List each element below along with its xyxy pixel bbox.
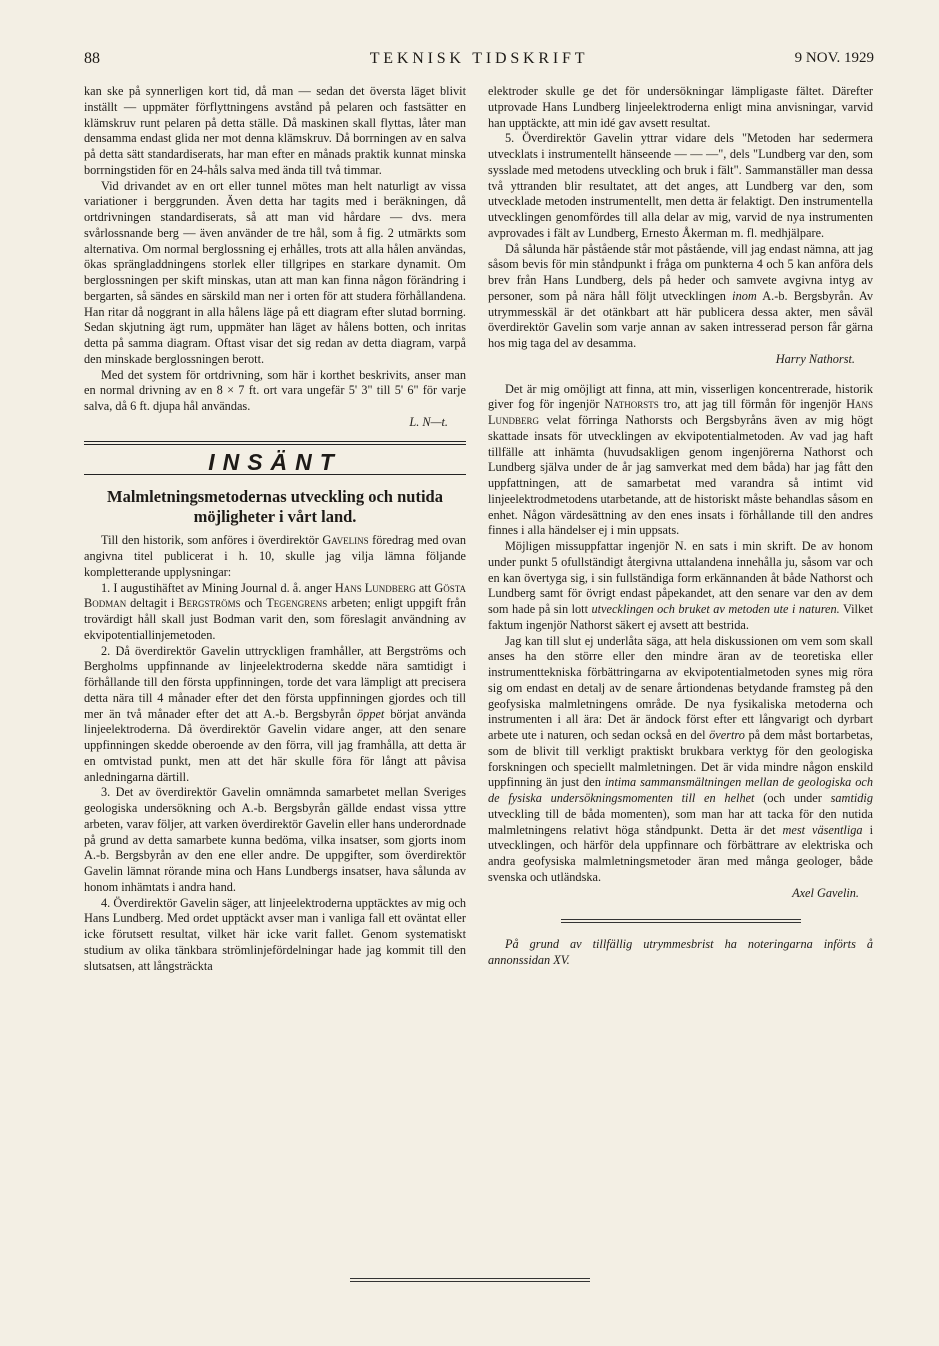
journal-title: TEKNISK TIDSKRIFT — [369, 50, 589, 67]
paragraph: Det är mig omöjligt att finna, att min, visserligen koncentrerade, historik giver fog för ingenjör Nathorsts tro, att jag till förmån för ingenjör Hans Lundberg velat förringa Nathorsts och Bergsbyråns även av mig högt skattade insats för utvecklingen av ekvipotentialmetoden. Av vad jag haft tillfälle att inhämta (huvudsakligen genom ingenjörerna Nathorst och Lundberg själva under de år jag samverkat med dem båda) har jag fått den uppfattningen, att de samarbetat med varandra så intimt vid linjeelektrodmetodens utarbetande, att de historiskt måste behandlas såsom en enhet. Någon värdesättning av den enes insats i förhållande till den andres finnes i alla händelser ej i min uppsats. — [488, 381, 873, 538]
paragraph: kan ske på synnerligen kort tid, då man — sedan det översta läget blivit inställt — uppmäter förflyttningens avstånd på pelaren och fastsätter en klämskruv runt pelaren på detta ställe. Då maskinen skall flyttas, låter man densamma endast glida ner mot denna klämskruv. Då borrningen av en salva på detta sätt standardiserats, har man efter en månads praktik kunnat minska borrningstiden för en 24-håls salva med ända till två timmar. — [84, 84, 466, 177]
divider — [561, 919, 801, 923]
author-signature: L. N—t. — [409, 414, 448, 429]
page-number: 88 — [84, 50, 100, 67]
paragraph: elektroder skulle ge det för undersökningar lämpligaste fältet. Därefter utprovade Hans Lundberg linjeelektroderna enligt mina anvisningar, varvid han upptäckte, att min idé gav avsett resultat. — [488, 84, 873, 130]
right-column — [488, 84, 873, 969]
editorial-note: På grund av tillfällig utrymmesbrist ha noteringarna införts å annonssidan XV. — [488, 937, 873, 967]
paragraph: Vid drivandet av en ort eller tunnel mötes man helt naturligt av vissa variationer i berggrunden. Även detta har tagits med i beräkningen, då ortdrivningen standardiserats, så att man vid hårdare — dvs. mera svårlossnande berg — även använder de tre hål, som å fig. 2 utmärkts som alternativa. Om normal berglossning ej erhålles, trots att alla hålen användas, ökas sprängladdningens storlek eller tillgripes en starkare dynamit. Om berglossningen per skift minskas, utan att man kan finna någon förändring i bergarten, så sändes en särskild man ner i orten för att studera förhållandena. Han ritar då noggrant in alla hålens läge på ett diagram efter slutad borrning. Sedan skjutning ägt rum, uppmäter han läget av hålens botten, och inritas detta på samma diagram. Oftast visar det sig redan av detta diagram, varpå den minskade berglossningen berott. — [84, 178, 466, 366]
author-signature: Harry Nathorst. — [775, 351, 855, 366]
paragraph: Med det system för ortdrivning, som här i korthet beskrivits, anser man en normal drivning av en 8 × 7 ft. ort vara ungefär 5' 3" till 5' 6" för varje salva, då 6 ft. djupa hål användas. — [84, 367, 466, 413]
author-signature: Axel Gavelin. — [792, 885, 859, 900]
spacer — [488, 368, 873, 382]
left-column — [84, 84, 466, 974]
page-header — [84, 50, 874, 72]
article-title: Malmletningsmetodernas utveckling och nutida möjligheter i vårt land. — [107, 487, 443, 527]
footer-divider — [350, 1278, 590, 1282]
paragraph: Till den historik, som anföres i överdirektör Gavelins föredrag med ovan angivna titel publicerat i h. 10, skulle jag vilja lämna följande kompletterande upplysningar: — [84, 533, 466, 579]
paragraph: 1. I augustihäftet av Mining Journal d. å. anger Hans Lundberg att Gösta Bodman deltagit i Bergströms och Tegengrens arbeten; enligt uppgift från trovärdigt håll skall just Bodman varit den, som föreslagit användning av ekvipotentiallinjemetoden. — [84, 580, 466, 642]
double-divider — [84, 441, 466, 445]
paragraph: Jag kan till slut ej underlåta säga, att hela diskussionen om vem som skall anses ha den större eller den mindre äran av de teoretiska eller instrumenttekniska förbättringarna av ekvipotentialmetoden synes mig röra sig om endast en detalj av de senare årtiondenas betydande framsteg på den geofysiska malmletningens område. De nya fysikaliska metoderna och instrumenten i all ära: Det är ändock först efter ett långvarigt och dyrbart arbete ute i naturen, och sedan också en del övertro på dem måst bortarbetas, som de blivit till verkligt praktiskt brukbara verktyg för den geologiska forskningen och speciellt malmletningen. Det är vida mindre någon enskild uppfinning än just den intima sammansmältningen mellan de geologiska och de fysiska undersökningsmomenten till en helhet (och under samtidig utveckling till de båda momenten), som man har att tacka för den nutida malmletningens relativt höga ståndpunkt. Detta är det mest väsentliga i utvecklingen, och härför dela uppfinnare och förbättrare av elektriska och andra geofysiska malmletningsmetoder äran med många geologer, både svenska och utländska. — [488, 633, 873, 884]
paragraph: 3. Det av överdirektör Gavelin omnämnda samarbetet mellan Sveriges geologiska undersökning och A.-b. Bergsbyrån gällde endast vissa yttre arbeten, varav följer, att varken överdirektör Gavelin eller hans underordnade på grund av detta samarbete kunna bedöma, vilka insatser, som gjorts inom A.-b. Bergsbyrån av den ene eller andre. De uppgifter, som överdirektör Gavelin lämnat rörande mina och Hans Lundbergs insatser, hava sålunda av honom inhämtats i andra hand. — [84, 785, 466, 894]
paragraph: Möjligen missuppfattar ingenjör N. en sats i min skrift. De av honom under punkt 5 ofullständigt återgivna uttalandena innehålla ju, såsom var och en kan övertyga sig, i sin fullständiga form erkännanden åt både Nathorst och Lundberg samt för övrigt endast påpekandet, att den senare var den av dem som hade på sin lott utvecklingen och bruket av metoden ute i naturen. Vilket faktum ingenjör Nathorst säkert ej avsett att bestrida. — [488, 539, 873, 632]
paragraph: 2. Då överdirektör Gavelin uttryckligen framhåller, att Bergströms och Bergholms uppfinnande av linjeelektroderna skedde nära samtidigt i förhållande till den första uppfinningen, torde det vara lämpligt att precisera detta nära till 4 månader efter det den första uppfinningen gjordes och till mer än två månader efter det att A.-b. Bergsbyrån öppet börjat använda linjeelektroderna. Då överdirektör Gavelin vidare anger, att den senare uppfinningen skedde oberoende av den förra, vill jag framhålla, att detta är en omtvistad punkt, men att det här skulle föra för långt att påvisa anledningarna därtill. — [84, 643, 467, 784]
paragraph: Då sålunda här påstående står mot påstående, vill jag endast nämna, att jag såsom bevis för min ståndpunkt i fråga om punkterna 4 och 5 kan anföra dels brev från Hans Lundberg, dels på heder och samvete avgivna intyg av personer, som på nära håll följt utvecklingen inom A.-b. Bergsbyrån. Av utrymmesskäl är det otänkbart att här publicera dessa akter, men såväl överdirektör Gavelin som varje annan av saken intresserad person får gärna hos mig taga del av desamma. — [488, 241, 873, 350]
paragraph: 5. Överdirektör Gavelin yttrar vidare dels "Metoden har sedermera utvecklats i instrumentellt hänseende — — —", dels "Lundberg var den, som sysslade med metodens utveckling och bruk i fält". Sammanställer man dessa två yttranden blir resultatet, att det anges, att Lundberg var den, som utvecklade metoden instrumentellt, men detta är felaktigt. Den instrumentella utvecklingen genomfördes till alla delar av mig, varvid de nya instrumenten avprovades i fält av Lundberg, Ernesto Åkerman m. fl. medhjälpare. — [488, 131, 873, 240]
issue-date: 9 NOV. 1929 — [794, 50, 874, 66]
paragraph: 4. Överdirektör Gavelin säger, att linjeelektroderna upptäcktes av mig och Hans Lundberg. Med ordet upptäckt avser man i vanliga fall ett oväntat eller icke förutsett resultat, vilket här icke varit fallet. Genom systematiskt studium av olika tänkbara strömlinjefördelningar hade jag kommit till den slutsatsen, att långsträckta — [84, 895, 466, 973]
section-heading: INSÄNT — [208, 448, 342, 475]
